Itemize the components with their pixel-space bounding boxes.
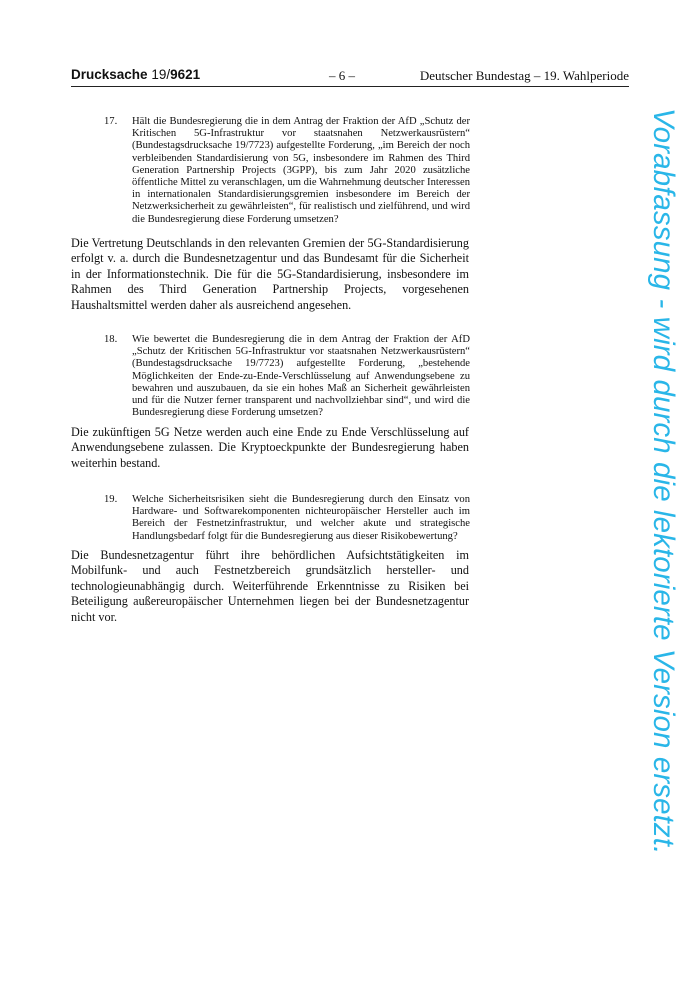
question-text: Welche Sicherheitsrisiken sieht die Bundesregierung durch den Einsatz von Hardware- und Softwarekomponenten nichteuropäischer Hersteller auch im Bereich der Festnetzinfrastruktur, und welcher akute und strategische Handlungsbedarf folgt für die Bundesregierung aus dieser Risikobewertung?	[132, 494, 470, 542]
question-number: 17.	[104, 116, 118, 127]
answer-18: Die zukünftigen 5G Netze werden auch eine Ende zu Ende Verschlüsselung auf Anwendungsebene zulassen. Die Kryptoeckpunkte der Bundesregierung haben weiterhin bestand.	[71, 425, 469, 470]
question-number: 19.	[104, 494, 118, 505]
question-18	[104, 334, 470, 419]
document-label: Drucksache	[71, 67, 148, 82]
question-number: 18.	[104, 334, 118, 345]
answer-19: Die Bundesnetzagentur führt ihre behördlichen Aufsichtstätigkeiten im Mobilfunk- und auch Festnetzbereich grundsätzlich hersteller- und technologieunabhängig durch. Weiterführende Erkenntnisse zu Risiken bei Beteiligung außereuropäischer Unternehmen liegen bei der Bundesnetzagentur nicht vor.	[71, 548, 469, 624]
document-number: 9621	[170, 67, 201, 82]
answer-17: Die Vertretung Deutschlands in den relevanten Gremien der 5G-Standardisierung erfolgt v. a. durch die Bundesnetzagentur und das Bundesamt für die Sicherheit in der Informationstechnik. Die für die 5G-Standardisierung, insbesondere im Rahmen des Third Generation Partnership Projects, vorgesehenen Haushaltsmittel werden daher als ausreichend angesehen.	[71, 236, 469, 312]
document-period: 19/	[151, 67, 171, 82]
publisher: Deutscher Bundestag – 19. Wahlperiode	[419, 68, 629, 83]
question-text: Hält die Bundesregierung die in dem Antrag der Fraktion der AfD „Schutz der Kritischen 5G-Infrastruktur vor staatsnahen Netzwerkausrüstern“ (Bundestagsdrucksache 19/7723) aufgestellte Forderung, „im Bereich der noch verbleibenden Standardisierung von 5G, insbesondere im Rahmen des Third Generation Partnership Projects (3GPP), bis zum Jahr 2020 zusätzliche öffentliche Mittel zu veranschlagen, um die Wahrnehmung deutscher Interessen in internationalen Standardisierungsgremien insbesondere im Bereich der Netzwerksicherheit zu gewährleisten“, für realistisch und zielführend, und wird die Bundesregierung diese Forderung umsetzen?	[132, 116, 470, 225]
draft-watermark	[644, 108, 684, 908]
question-text: Wie bewertet die Bundesregierung die in dem Antrag der Fraktion der AfD „Schutz der Kritischen 5G-Infrastruktur vor staatsnahen Netzwerkausrüstern“ (Bundestagsdrucksache 19/7723) aufgestellte Forderung, „bestehende Möglichkeiten der Ende-zu-Ende-Verschlüsselung auf Anwendungsebene zu bewahren und auszubauen, da sie ein hohes Maß an Sicherheit gewährleisten und für die Nutzer ferner transparent und nachvollziehbar sind“, und wird die Bundesregierung diese Forderung umsetzen?	[132, 334, 470, 419]
page-header	[71, 66, 629, 87]
document-id	[71, 66, 200, 84]
question-19	[104, 494, 470, 543]
page-number: – 6 –	[329, 68, 355, 83]
question-17	[104, 116, 470, 226]
watermark-text: Vorabfassung - wird durch die lektorierte Version ersetzt.	[647, 108, 680, 855]
